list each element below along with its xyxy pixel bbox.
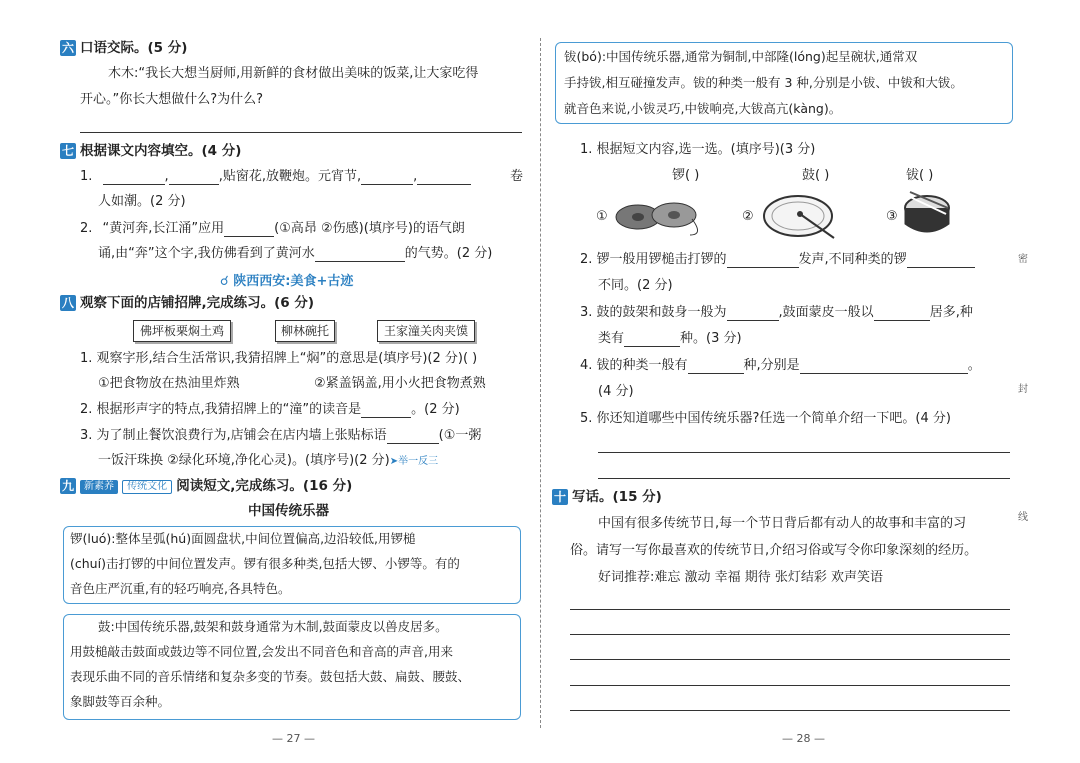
sec8-question-1: 1. 观察字形,结合生活常识,我猜招牌上“焖”的意思是(填序号)(2 分)( ) <box>80 351 478 366</box>
option-2: ②紧盖锅盖,用小火把食物煮熟 <box>314 376 486 391</box>
question-number: 2. <box>80 221 93 236</box>
writing-prompt-line1: 中国有很多传统节日,每一个节日背后都有动人的故事和丰富的习 <box>598 516 967 531</box>
section-6-title: 口语交际。(5 分) <box>80 40 188 56</box>
q-text: , <box>413 169 418 184</box>
fill-blank[interactable] <box>315 248 405 262</box>
right-question-5: 5. 你还知道哪些中国传统乐器?任选一个简单介绍一下吧。(4 分) <box>580 411 951 426</box>
cymbal-dome-left <box>632 213 644 221</box>
gong-line-3: 音色庄严沉重,有的轻巧响亮,各具特色。 <box>70 581 291 596</box>
shop-sign-1: 佛坪板栗焖土鸡 <box>133 320 231 342</box>
writing-line[interactable] <box>570 659 1010 660</box>
fill-blank[interactable] <box>688 360 744 374</box>
q-text: 卷 <box>510 169 524 184</box>
q-text: (①一粥 <box>438 428 482 443</box>
right-page <box>540 0 1080 763</box>
fill-blank[interactable] <box>624 333 680 347</box>
fill-blank[interactable] <box>727 307 779 321</box>
q-text: , <box>164 169 169 184</box>
fill-blank[interactable] <box>361 171 413 185</box>
writing-line[interactable] <box>570 634 1010 635</box>
q-text: 诵,由“奔”这个字,我仿佛看到了黄河水 <box>98 246 315 261</box>
shop-sign-3: 王家潼关肉夹馍 <box>377 320 475 342</box>
pic-label-2: ② <box>742 209 754 224</box>
tag-traditional-culture: 传统文化 <box>122 480 172 494</box>
fill-blank[interactable] <box>727 254 799 268</box>
q-text: 3. 为了制止餐饮浪费行为,店铺会在店内墙上张贴标语 <box>80 428 387 443</box>
q-text: 类有 <box>598 331 625 346</box>
sec8-question-2 <box>80 402 460 418</box>
cymbal-line-2: 手持钹,相互碰撞发声。钹的种类一般有 3 种,分别是小钹、中钹和大钹。 <box>564 75 963 90</box>
writing-line[interactable] <box>570 710 1010 711</box>
right-question-1: 1. 根据短文内容,选一选。(填序号)(3 分) <box>580 142 816 157</box>
q-text: 3. 鼓的鼓架和鼓身一般为 <box>580 305 727 320</box>
cymbal-line-1: 钹(bó):中国传统乐器,通常为铜制,中部隆(lóng)起呈碗状,通常双 <box>564 49 918 64</box>
q-text: 种,分别是 <box>743 358 800 373</box>
fill-blank[interactable] <box>387 430 439 444</box>
answer-line[interactable] <box>80 132 522 133</box>
margin-char-2: 封 <box>1018 384 1028 395</box>
q-text: 种。(3 分) <box>680 331 742 346</box>
section-7-badge: 七 <box>61 144 74 158</box>
section-8-title: 观察下面的店铺招牌,完成练习。(6 分) <box>80 295 315 311</box>
writing-line[interactable] <box>570 685 1010 686</box>
q-text: 2. 根据形声字的特点,我猜招牌上的“潼”的读音是 <box>80 402 362 417</box>
writing-prompt-line2: 俗。请写一写你最喜欢的传统节日,介绍习俗或写令你印象深刻的经历。 <box>570 543 978 558</box>
page-number-left: — 27 — <box>272 732 315 745</box>
page-number-right: — 28 — <box>782 732 825 745</box>
search-icon: ☌ <box>220 274 229 289</box>
fill-blank[interactable] <box>907 254 975 268</box>
hint-banner <box>220 270 353 289</box>
q-text: 人如潮。(2 分) <box>98 194 186 209</box>
fill-blank[interactable] <box>417 171 471 185</box>
cymbal-line-3: 就音色来说,小钹灵巧,中钹响亮,大钹高亢(kàng)。 <box>564 101 842 116</box>
fill-blank[interactable] <box>800 360 968 374</box>
recommended-words: 好词推荐:难忘 激动 幸福 期待 张灯结彩 欢声笑语 <box>598 570 884 585</box>
sec8-question-3 <box>80 428 481 444</box>
q-text: 的气势。(2 分) <box>404 246 493 261</box>
drum-line-3: 表现乐曲不同的音乐情绪和复杂多变的节奏。鼓包括大鼓、扁鼓、腰鼓、 <box>70 669 471 684</box>
q-text: 不同。(2 分) <box>598 278 673 293</box>
fill-blank[interactable] <box>103 171 165 185</box>
section-9-header <box>80 478 352 495</box>
drum-picture <box>902 190 952 242</box>
question-number: 1. <box>80 169 93 184</box>
q-text: 2. 锣一般用锣槌击打锣的 <box>580 252 727 267</box>
fill-blank[interactable] <box>169 171 219 185</box>
cymbal-dome-right <box>668 211 680 219</box>
q-text: 居多,种 <box>929 305 973 320</box>
margin-char-3: 线 <box>1018 512 1028 523</box>
shop-sign-2: 柳林碗托 <box>275 320 335 342</box>
section-6-text-line2: 开心。”你长大想做什么?为什么? <box>80 92 264 107</box>
q-text: (①高昂 ②伤感)(填序号)的语气朗 <box>274 221 465 236</box>
right-question-4 <box>580 358 981 374</box>
section-9-badge: 九 <box>61 479 74 493</box>
pic-label-3: ③ <box>886 209 898 224</box>
q-text: 。(2 分) <box>411 402 460 417</box>
drum-line-1: 鼓:中国传统乐器,鼓架和鼓身通常为木制,鼓面蒙皮以兽皮居多。 <box>98 619 448 634</box>
drum-line-2: 用鼓槌敲击鼓面或鼓边等不同位置,会发出不同音色和音高的声音,用来 <box>70 644 453 659</box>
gong-mallet-head <box>797 211 803 217</box>
choice-drum[interactable]: 鼓( ) <box>802 168 830 183</box>
q-text: “黄河奔,长江涌”应用 <box>102 221 225 236</box>
question-1-row <box>80 169 471 185</box>
pic-label-1: ① <box>596 209 608 224</box>
section-8-badge: 八 <box>61 296 74 310</box>
choice-gong[interactable]: 锣( ) <box>672 168 700 183</box>
fill-blank[interactable] <box>224 223 274 237</box>
option-1: ①把食物放在热油里炸熟 <box>98 376 240 391</box>
q-text: ,鼓面蒙皮一般以 <box>778 305 874 320</box>
cymbals-picture <box>612 195 712 239</box>
writing-line[interactable] <box>570 609 1010 610</box>
hint-text: 陕西西安:美食+古迹 <box>233 274 354 289</box>
q-text: 4. 钹的种类一般有 <box>580 358 688 373</box>
gong-line-2: (chuí)击打锣的中间位置发声。锣有很多种类,包括大锣、小锣等。有的 <box>70 556 460 571</box>
gong-line-1: 锣(luó):整体呈弧(hú)面圆盘状,中间位置偏高,边沿较低,用锣槌 <box>70 531 416 546</box>
q-text: (4 分) <box>598 384 634 399</box>
q-text: ,贴窗花,放鞭炮。元宵节, <box>218 169 362 184</box>
example-note: ➤举一反三 <box>389 456 439 467</box>
question-2-line2 <box>98 246 492 262</box>
section-10-title: 写话。(15 分) <box>572 489 662 505</box>
right-question-3 <box>580 305 973 321</box>
right-question-3-line2 <box>598 331 742 347</box>
article-title: 中国传统乐器 <box>248 503 329 519</box>
fill-blank[interactable] <box>361 404 411 418</box>
choice-cymbal[interactable]: 钹( ) <box>906 168 934 183</box>
section-10-badge: 十 <box>553 490 566 504</box>
section-6-badge: 六 <box>61 41 74 55</box>
sec8-question-3-line2 <box>98 453 438 470</box>
section-7-title: 根据课文内容填空。(4 分) <box>80 143 242 159</box>
tag-new-literacy: 新素养 <box>80 480 118 494</box>
gong-picture <box>760 190 842 242</box>
section-9-title: 阅读短文,完成练习。(16 分) <box>176 478 353 494</box>
right-question-2 <box>580 252 975 268</box>
fill-blank[interactable] <box>874 307 930 321</box>
section-6-text-line1: 木木:“我长大想当厨师,用新鲜的食材做出美味的饭菜,让大家吃得 <box>108 66 479 81</box>
margin-char-1: 密 <box>1018 254 1028 265</box>
q-text: 发声,不同种类的锣 <box>798 252 907 267</box>
answer-line[interactable] <box>598 478 1010 479</box>
question-2-row <box>80 221 465 237</box>
q-text: 一饭汗珠换 ②绿化环境,净化心灵)。(填序号)(2 分) <box>98 453 390 468</box>
answer-line[interactable] <box>598 452 1010 453</box>
q-text: 。 <box>967 358 981 373</box>
drum-line-4: 象脚鼓等百余种。 <box>70 694 171 709</box>
